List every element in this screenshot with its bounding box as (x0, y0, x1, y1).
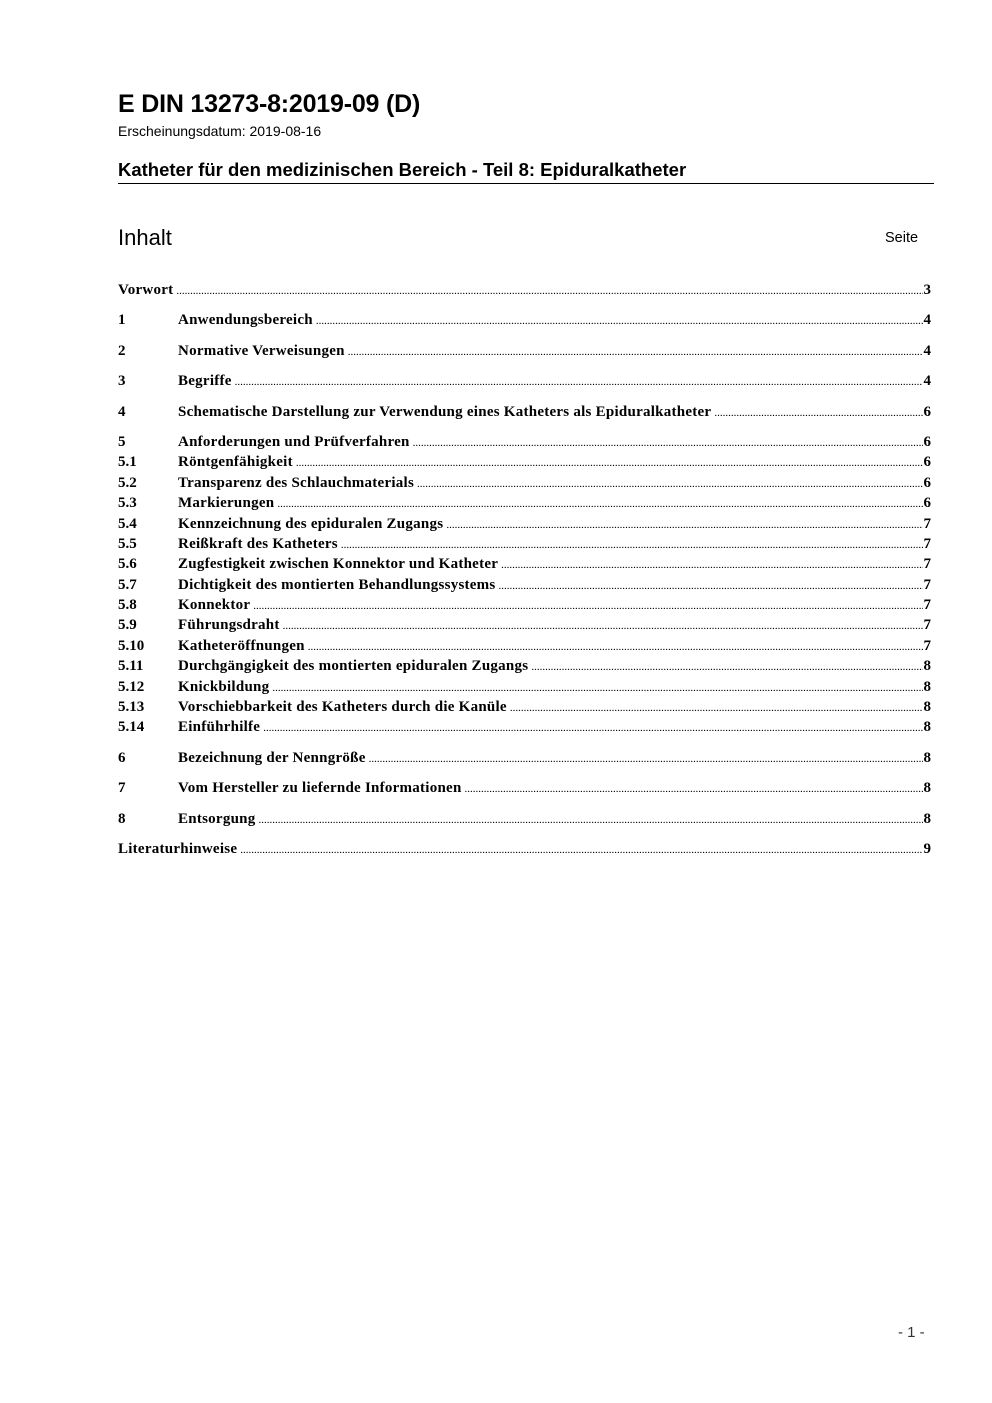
toc-entry-page: 6 (923, 454, 931, 471)
toc-entry-number: 5.9 (118, 617, 137, 634)
toc-dot-leader (316, 311, 923, 331)
toc-entry-page: 8 (923, 699, 931, 716)
toc-entry-page: 4 (923, 312, 931, 329)
toc-dot-leader (714, 403, 922, 423)
toc-entry-label: Bezeichnung der Nenngröße (178, 749, 366, 766)
toc-entry-page: 7 (923, 637, 931, 654)
toc-entry-number: 5.7 (118, 576, 137, 593)
toc-entry-page: 8 (923, 810, 931, 827)
toc-entry-number: 8 (118, 810, 126, 827)
toc-dot-leader (272, 678, 922, 698)
toc-entry-label: Knickbildung (178, 678, 270, 695)
toc-dot-leader (369, 749, 923, 769)
toc-entry-label: Röntgenfähigkeit (178, 454, 293, 471)
toc-entry[interactable] (118, 636, 931, 656)
page-number: - 1 - (898, 1324, 925, 1341)
toc-entry-page: 6 (923, 403, 931, 420)
toc-entry-label: Normative Verweisungen (178, 342, 345, 359)
toc-entry-label: Zugfestigkeit zwischen Konnektor und Katheter (178, 556, 499, 573)
toc-entry[interactable] (118, 839, 931, 859)
toc-entry-page: 6 (923, 495, 931, 512)
toc-entry[interactable] (118, 432, 931, 452)
toc-entry-page: 7 (923, 597, 931, 614)
toc-entry[interactable] (118, 452, 931, 472)
toc-entry[interactable] (118, 656, 931, 676)
title-rule (118, 183, 934, 184)
toc-entry[interactable] (118, 371, 931, 391)
toc-entry-label: Dichtigkeit des montierten Behandlungssystems (178, 576, 496, 593)
toc-dot-leader (413, 433, 923, 453)
toc-dot-leader (446, 515, 922, 535)
toc-dot-leader (417, 474, 922, 494)
toc-entry-label: Anwendungsbereich (178, 312, 313, 329)
document-title: Katheter für den medizinischen Bereich - Teil 8: Epiduralkatheter (118, 159, 687, 180)
toc-dot-leader (235, 372, 923, 392)
toc-entry[interactable] (118, 473, 931, 493)
toc-entry[interactable] (118, 677, 931, 697)
toc-dot-leader (501, 555, 922, 575)
toc-dot-leader (531, 657, 922, 677)
toc-entry[interactable] (118, 310, 931, 330)
toc-entry-number: 2 (118, 342, 126, 359)
toc-entry-number: 5.2 (118, 474, 137, 491)
toc-entry[interactable] (118, 575, 931, 595)
toc-entry-page: 7 (923, 576, 931, 593)
toc-entry[interactable] (118, 534, 931, 554)
toc-entry-page: 4 (923, 342, 931, 359)
toc-entry-number: 5.11 (118, 658, 144, 675)
page-column-label: Seite (885, 230, 919, 246)
toc-entry-label: Entsorgung (178, 810, 256, 827)
toc-entry-label: Anforderungen und Prüfverfahren (178, 433, 410, 450)
toc-entry[interactable] (118, 341, 931, 361)
toc-entry[interactable] (118, 809, 931, 829)
toc-entry-page: 7 (923, 617, 931, 634)
toc-entry-label: Führungsdraht (178, 617, 280, 634)
toc-entry-page: 6 (923, 474, 931, 491)
toc-dot-leader (240, 840, 922, 860)
toc-entry-page: 8 (923, 678, 931, 695)
toc-entry-number: 3 (118, 373, 126, 390)
toc-entry-number: 5.10 (118, 637, 145, 654)
toc-entry[interactable] (118, 748, 931, 768)
toc-entry-label: Transparenz des Schlauchmaterials (178, 474, 415, 491)
toc-dot-leader (308, 637, 923, 657)
toc-entry-number: 5.13 (118, 699, 145, 716)
toc-dot-leader (263, 718, 922, 738)
toc-dot-leader (283, 616, 923, 636)
toc-entry-label: Reißkraft des Katheters (178, 535, 338, 552)
toc-entry-number: 4 (118, 403, 126, 420)
toc-entry[interactable] (118, 778, 931, 798)
toc-entry[interactable] (118, 402, 931, 422)
toc-entry-label: Literaturhinweise (118, 840, 238, 857)
toc-entry-number: 5.6 (118, 556, 137, 573)
toc-dot-leader (176, 281, 922, 301)
toc-entry[interactable] (118, 717, 931, 737)
toc-entry-label: Vom Hersteller zu liefernde Informationen (178, 780, 462, 797)
toc-entry-number: 5.4 (118, 515, 137, 532)
toc-dot-leader (253, 596, 922, 616)
toc-entry-number: 5 (118, 433, 126, 450)
toc-entry-number: 5.8 (118, 597, 137, 614)
toc-entry-label: Durchgängigkeit des montierten epiduralen Zugangs (178, 658, 529, 675)
toc-entry-page: 9 (923, 840, 931, 857)
toc-entry[interactable] (118, 554, 931, 574)
toc-entry-number: 5.1 (118, 454, 137, 471)
toc-entry-number: 5.12 (118, 678, 145, 695)
toc-entry-number: 5.3 (118, 495, 137, 512)
toc-entry-label: Konnektor (178, 597, 251, 614)
toc-entry-page: 6 (923, 433, 931, 450)
toc-dot-leader (348, 342, 923, 362)
toc-dot-leader (296, 453, 923, 473)
toc-entry-label: Schematische Darstellung zur Verwendung eines Katheters als Epiduralkatheter (178, 403, 712, 420)
publication-date: Erscheinungsdatum: 2019-08-16 (118, 123, 322, 139)
toc-heading: Inhalt (118, 225, 172, 250)
toc-entry-label: Katheteröffnungen (178, 637, 305, 654)
toc-entry-label: Markierungen (178, 495, 275, 512)
toc-entry-number: 7 (118, 780, 126, 797)
toc-entry-page: 8 (923, 719, 931, 736)
toc-entry-page: 7 (923, 535, 931, 552)
toc-entry-number: 5.5 (118, 535, 137, 552)
toc-dot-leader (259, 810, 923, 830)
toc-entry[interactable] (118, 514, 931, 534)
toc-dot-leader (465, 779, 923, 799)
toc-entry[interactable] (118, 615, 931, 635)
toc-dot-leader (499, 576, 923, 596)
toc-entry-page: 7 (923, 515, 931, 532)
toc-entry-label: Einführhilfe (178, 719, 261, 736)
table-of-contents (118, 280, 931, 859)
toc-entry[interactable] (118, 595, 931, 615)
toc-dot-leader (341, 535, 923, 555)
toc-entry[interactable] (118, 697, 931, 717)
toc-entry-number: 6 (118, 749, 126, 766)
toc-entry-label: Begriffe (178, 373, 232, 390)
toc-entry-page: 3 (923, 282, 931, 298)
document-id: E DIN 13273-8:2019-09 (D) (118, 90, 421, 118)
toc-dot-leader (277, 494, 922, 514)
toc-entry-page: 4 (923, 373, 931, 390)
toc-entry-page: 8 (923, 749, 931, 766)
toc-entry-number: 1 (118, 312, 126, 329)
toc-entry[interactable] (118, 280, 931, 300)
toc-entry-label: Kennzeichnung des epiduralen Zugangs (178, 515, 444, 532)
toc-entry[interactable] (118, 493, 931, 513)
toc-entry-label: Vorwort (118, 282, 174, 298)
toc-entry-page: 7 (923, 556, 931, 573)
toc-entry-label: Vorschiebbarkeit des Katheters durch die Kanüle (178, 699, 507, 716)
toc-entry-page: 8 (923, 658, 931, 675)
toc-entry-number: 5.14 (118, 719, 145, 736)
toc-entry-page: 8 (923, 780, 931, 797)
toc-dot-leader (510, 698, 923, 718)
